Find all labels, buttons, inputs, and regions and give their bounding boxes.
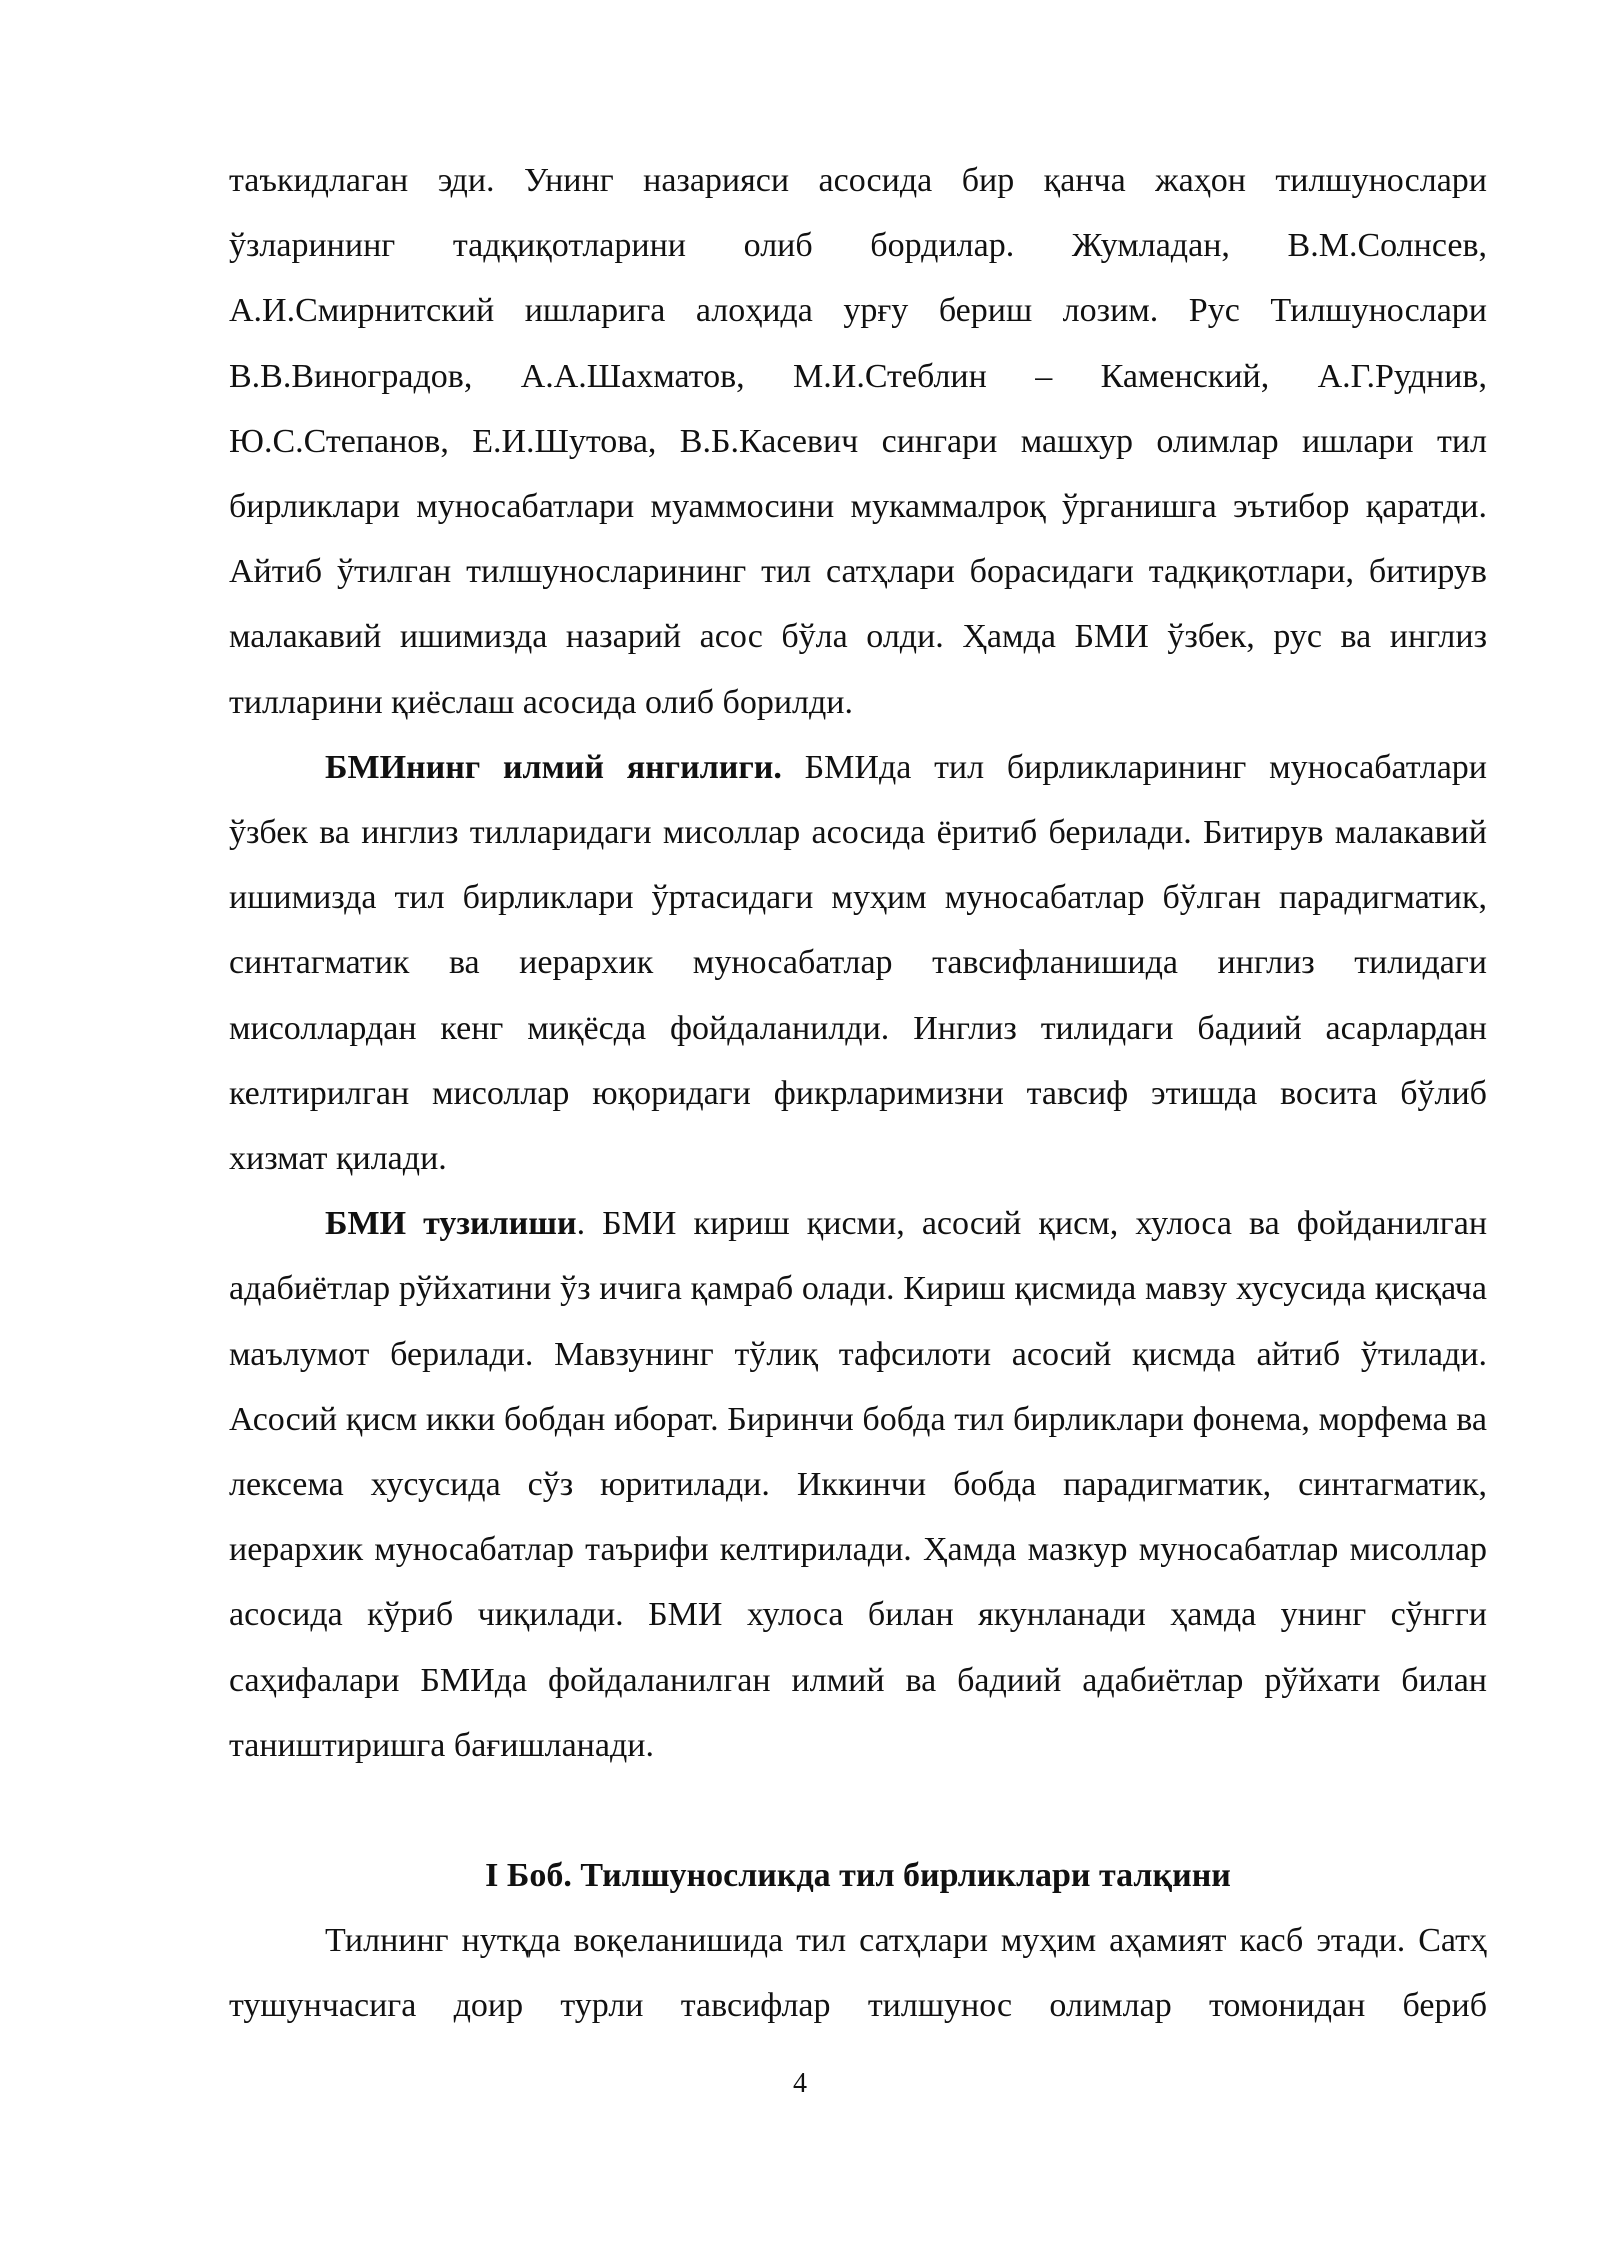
paragraph-structure — [229, 1191, 1487, 1778]
page-number: 4 — [793, 2068, 807, 2099]
chapter-title: I Боб. Тилшуносликда тил бирликлари талқини — [485, 1857, 1231, 1895]
paragraph-novelty-heading: БМИнинг илмий янгилиги. — [325, 748, 782, 786]
paragraph-intro-text: таъкидлаган эди. Унинг назарияси асосида бир қанча жаҳон тилшунослари ўзларининг тадқиқотларини олиб бордилар. Жумладан, В.М.Солнсев, А.И.Смирнитский ишларига алоҳида урғу бериш лозим. Рус Тилшунослари В.В.Виноградов, А.А.Шахматов, М.И.Стеблин – Каменский, А.Г.Руднив, Ю.С.Степанов, Е.И.Шутова, В.Б.Касевич сингари машхур олимлар ишлари тил бирликлари муносабатлари муаммосини мукаммалроқ ўрганишга эътибор қаратди. Айтиб ўтилган тилшуносларининг тил сатҳлари борасидаги тадқиқотлари, битирув малакавий ишимизда назарий асос бўла олди. Ҳамда БМИ ўзбек, рус ва инглиз тилларини қиёслаш асосида олиб борилди. — [229, 162, 1487, 721]
paragraph-novelty — [229, 735, 1487, 1191]
chapter-intro-text: Тилнинг нутқда воқеланишида тил сатҳлари муҳим аҳамият касб этади. Сатҳ тушунчасига доир турли тавсифлар тилшунос олимлар томонидан бериб — [229, 1922, 1487, 2025]
paragraph-structure-heading: БМИ тузилиши — [325, 1205, 577, 1243]
paragraph-novelty-text: БМИда тил бирликларининг муносабатлари ўзбек ва инглиз тилларидаги мисоллар асосида ёритиб берилади. Битирув малакавий ишимизда тил бирликлари ўртасидаги муҳим муносабатлар бўлган парадигматик, синтагматик ва иерархик муносабатлар тавсифланишида инглиз тилидаги мисоллардан кенг миқёсда фойдаланилди. Инглиз тилидаги бадиий асарлардан келтирилган мисоллар юқоридаги фикрларимизни тавсиф этишда восита бўлиб хизмат қилади. — [229, 748, 1487, 1178]
page-content — [229, 148, 1487, 2039]
paragraph-structure-text: . БМИ кириш қисми, асосий қисм, хулоса ва фойданилган адабиётлар рўйхатини ўз ичига қамраб олади. Кириш қисмида мавзу хусусида қисқача маълумот берилади. Мавзунинг тўлиқ тафсилоти асосий қисмда айтиб ўтилади. Асосий қисм икки бобдан иборат. Биринчи бобда тил бирликлари фонема, морфема ва лексема хусусида сўз юритилади. Иккинчи бобда парадигматик, синтагматик, иерархик муносабатлар таърифи келтирилади. Ҳамда мазкур муносабатлар мисоллар асосида кўриб чиқилади. БМИ хулоса билан якунланади ҳамда унинг сўнгги саҳифалари БМИда фойдаланилган илмий ва бадиий адабиётлар рўйхати билан таништиришга бағишланади. — [229, 1205, 1488, 1764]
paragraph-intro — [229, 148, 1487, 735]
